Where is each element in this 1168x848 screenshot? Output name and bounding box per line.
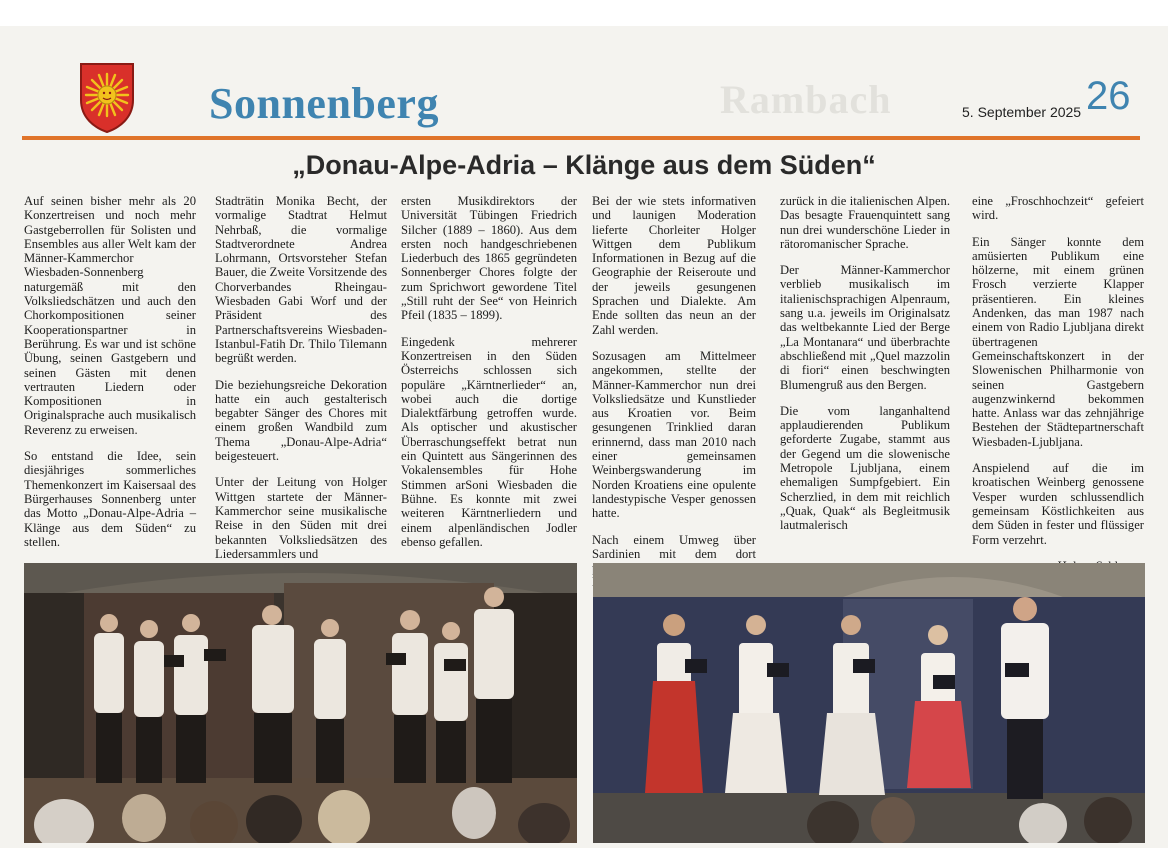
article-column-4: [592, 194, 756, 590]
article-column-6: [972, 194, 1144, 573]
page-number: 26: [1086, 74, 1131, 118]
paragraph: Stadträtin Monika Becht, der vormalige Stadtrat Helmut Nehrbaß, die vormalige Stadtverordnete Andrea Lohrmann, Ortsvorsteher Stefan Bauer, die Zweite Vorsitzende des Chorverbandes Rheingau-Wiesbaden Gabi Worf und der Präsident des Partnerschaftsvereins Wiesbaden-Istanbul-Fatih Dr. Thilo Tilemann begrüßt werden.: [215, 194, 387, 366]
women-quintet-photo: [593, 563, 1145, 843]
paragraph: Auf seinen bisher mehr als 20 Konzertreisen und noch mehr Gastgeberrollen für Solisten und Ensembles aus aller Welt kam der Männer-Kammerchor Wiesbaden-Sonnenberg naturgemäß mit den Volksliedschätzen und auch den Chorkompositionen seiner Kooperationspartner in Berührung. Es war und ist schöne Übung, seinen Gastgebern und seinen Gästen mit denen vertrauten Liedern oder Kompositionen in Originalsprache auch musikalisch Reverenz zu erweisen.: [24, 194, 196, 437]
paragraph: zurück in die italienischen Alpen. Das besagte Frauenquintett sang nun drei wunderschöne Lieder in rätoromanischer Sprache.: [780, 194, 950, 251]
scan-top-margin: [0, 0, 1168, 26]
paragraph: Ein Sänger konnte dem amüsierten Publikum eine hölzerne, mit einem grünen Frosch verzierte Klapper präsentieren. Ein kleines Andenken, das man 1987 nach einem von Radio Ljubljana direkt übertragenen Gemeinschaftskonzert in der Slowenischen Philharmonie von seinen Gastgebern augenzwinkernd bekommen hatte. Anlass war das zehnjährige Bestehen der Städtepartnerschaft Wiesbaden-Ljubljana.: [972, 234, 1144, 449]
paragraph: Unter der Leitung von Holger Wittgen startete der Männer-Kammerchor seine musikalische Reise in den Süden mit drei bekannten Volksliedsätzen des Liedersammlers und: [215, 475, 387, 561]
paragraph: Die vom langanhaltend applaudierenden Publikum geforderte Zugabe, stammt aus der Gegend um die slowenische Metropole Ljubljana, einem ehemaligen Sumpfgebiert. Ein Scherzlied, in dem mit reichlich „Quak, Quak“ als Begleitmusik lautmalerisch: [780, 403, 950, 533]
paragraph: eine „Froschhochzeit“ gefeiert wird.: [972, 194, 1144, 223]
paragraph: Der Männer-Kammerchor verblieb musikalisch im italienischsprachigen Alpenraum, sang u.a. jeweils im Originalsatz das weltbekannte Lied der Berge „La Montanara“ und überbrachte abschließend mit „Quel mazzolin di fiori“ einen beschwingten Blumengruß aus den Bergen.: [780, 263, 950, 392]
paragraph: Die beziehungsreiche Dekoration hatte ein auch gestalterisch begabter Sänger des Chores mit einem großen Wandbild zum Thema „Donau-Alpe-Adria“ beigesteuert.: [215, 377, 387, 464]
section-title: Sonnenberg: [209, 79, 439, 128]
paragraph: ersten Musikdirektors der Universität Tübingen Friedrich Silcher (1889 – 1860). Aus dem ersten noch handgeschriebenen Liederbuch des 1865 gegründeten Sonnenberger Chores folgte der zum Sprichwort gewordene Titel „Still ruht der See“ von Heinrich Pfeil (1835 – 1899).: [401, 194, 577, 323]
ghost-facing-page-text: Rambach: [720, 77, 892, 122]
sonnenberg-crest-icon: [79, 62, 135, 134]
paragraph: Nach einem Umweg über Sardinien mit dem dort: [592, 532, 756, 561]
paragraph: Anspielend auf die im kroatischen Weinberg genossene Vesper wurden schlussendlich gemeinsam Köstlichkeiten aus dem Süden in fester und flüssiger Form verzehrt.: [972, 461, 1144, 547]
paragraph: Sozusagen am Mittelmeer angekommen, stellte der Männer-Kammerchor nun drei Volksliedsätze und Kunstlieder aus Kroatien vor. Beim gesungenen Trinklied daran erinnernd, dass man 2010 nach einer gemeinsamen Weinbergswanderung im Norden Kroatiens eine opulente landestypische Vesper genossen hatte.: [592, 348, 756, 521]
paragraph: So entstand die Idee, sein diesjähriges sommerliches Themenkonzert im Kaisersaal des Bürgerhauses Sonnenberg unter das Motto „Donau-Alpe-Adria – Klänge aus dem Süden“ zu stellen.: [24, 449, 196, 549]
paragraph: Eingedenk mehrerer Konzertreisen in den Süden Österreichs schlossen sich populäre „Kärntnerlieder“ an, wobei auch die dortige Dialektfärbung getroffen wurde. Als optischer und akustischer Überraschungseffekt betrat nun ein Quintett aus Sängerinnen des Vokalensembles für Hohe Stimmen arSoni Wiesbaden die Bühne. Es konnte mit zwei weiteren Kärntnerliedern und einem alpenländischen Jodler ebenso gefallen.: [401, 334, 577, 549]
article-column-2: [215, 194, 387, 561]
issue-date: 5. September 2025: [962, 104, 1082, 120]
men-choir-photo-icon: [24, 563, 577, 843]
header-rule: [22, 136, 1140, 140]
men-choir-photo: [24, 563, 577, 843]
women-quintet-photo-icon: [593, 563, 1145, 843]
article-column-1: [24, 194, 196, 575]
paragraph: Bei der wie stets informativen und launigen Moderation lieferte Chorleiter Holger Wittgen dem Publikum Informationen in Bezug auf die Geographie der Reiseroute und der jeweils gesungenen Sprachen und Dialekte. Am Ende sollten das neun an der Zahl werden.: [592, 194, 756, 337]
article-headline: „Donau-Alpe-Adria – Klänge aus dem Süden“: [292, 150, 876, 180]
article-column-3: [401, 194, 577, 549]
article-column-5: [780, 194, 950, 533]
